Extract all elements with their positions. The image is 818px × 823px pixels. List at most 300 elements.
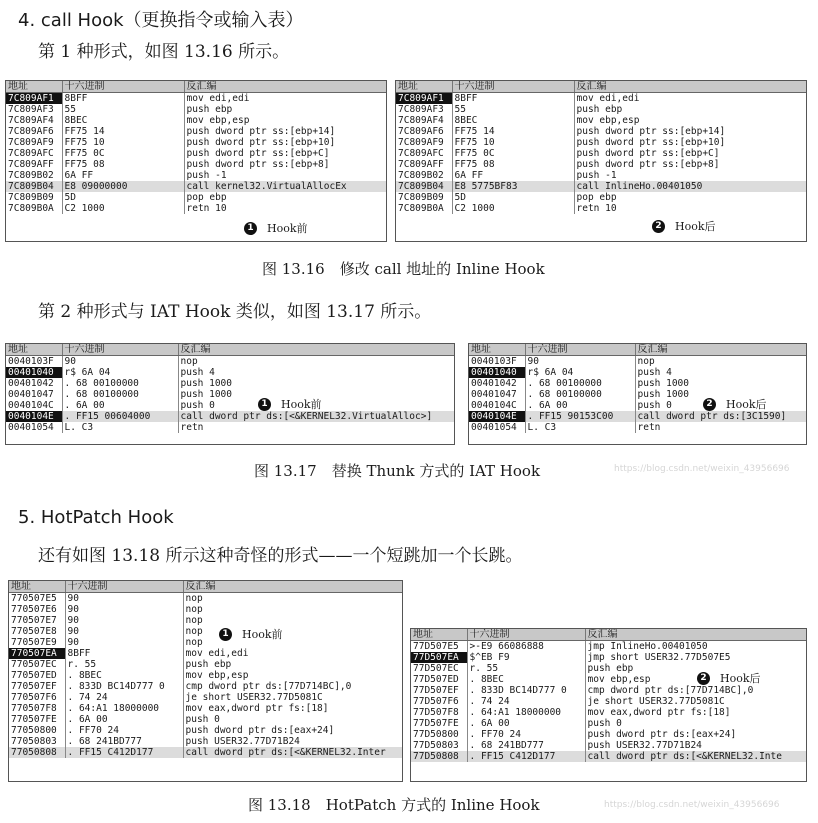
hex-cell: . 68 241BD777 xyxy=(65,736,183,747)
note-label: Hook前 xyxy=(267,222,308,235)
hex-cell: FF75 10 xyxy=(452,137,574,148)
note-label: Hook前 xyxy=(242,628,283,641)
hex-cell: . FF70 24 xyxy=(65,725,183,736)
disasm-row[interactable] xyxy=(6,93,386,105)
fig16-before-table xyxy=(6,81,386,214)
hex-cell: FF75 14 xyxy=(62,126,184,137)
hex-cell: . 8BEC xyxy=(65,670,183,681)
fig16-after-pane xyxy=(395,80,807,242)
address-cell: 00401047 xyxy=(6,389,62,400)
disasm-cell: push 1000 xyxy=(180,389,232,400)
disasm-cell: mov ebp,esp xyxy=(185,670,249,681)
hex-cell: . FF70 24 xyxy=(467,729,585,740)
disasm-row[interactable] xyxy=(469,411,806,422)
fig17-before-pane xyxy=(5,343,455,445)
disasm-cell: retn 10 xyxy=(576,203,617,214)
disasm-row[interactable] xyxy=(9,626,402,637)
disasm-row[interactable] xyxy=(6,203,386,214)
hex-cell: . 6A 00 xyxy=(65,714,183,725)
address-cell: 7C809AF4 xyxy=(396,115,452,126)
fig17-before-note xyxy=(258,396,322,412)
fig16-before-note xyxy=(244,220,308,236)
fig18-after-note xyxy=(697,670,761,686)
hex-cell: E8 5775BF83 xyxy=(452,181,574,192)
disasm-row[interactable] xyxy=(396,159,806,170)
address-cell: 7C809B02 xyxy=(6,170,62,181)
address-cell: 7C809AF6 xyxy=(396,126,452,137)
address-cell: 0040104E xyxy=(469,411,525,422)
disasm-cell: retn 10 xyxy=(186,203,227,214)
hex-cell: . FF15 C412D177 xyxy=(467,751,585,762)
address-cell: 00401040 xyxy=(6,367,62,378)
disasm-cell: mov ebp,esp xyxy=(576,115,640,126)
disasm-row[interactable] xyxy=(411,641,806,653)
address-cell: 77D507EC xyxy=(411,663,467,674)
col-addr-header: 地址 xyxy=(6,81,62,93)
address-cell: 770507E9 xyxy=(9,637,65,648)
disasm-cell: push ebp xyxy=(576,104,623,115)
address-cell: 0040103F xyxy=(6,356,62,368)
disasm-cell: push ebp xyxy=(587,663,634,674)
disasm-cell: push dword ptr ss:[ebp+14] xyxy=(186,126,336,137)
address-cell: 7C809AF9 xyxy=(396,137,452,148)
col-addr-header: 地址 xyxy=(396,81,452,93)
hex-cell: . 68 241BD777 xyxy=(467,740,585,751)
address-cell: 77D507F6 xyxy=(411,696,467,707)
fig16-before-pane xyxy=(5,80,387,242)
hex-cell: r. 55 xyxy=(65,659,183,670)
disasm-row[interactable] xyxy=(396,137,806,148)
disasm-row[interactable] xyxy=(9,725,402,736)
disasm-cell: push 1000 xyxy=(180,378,232,389)
address-cell: 7C809AF1 xyxy=(396,93,452,105)
disasm-cell: retn xyxy=(180,422,204,433)
disasm-cell: cmp dword ptr ds:[77D714BC],0 xyxy=(185,681,352,692)
fig16-after-table xyxy=(396,81,806,214)
watermark: https://blog.csdn.net/weixin_43956696 xyxy=(604,800,780,810)
disasm-row[interactable] xyxy=(6,148,386,159)
disasm-cell: push 0 xyxy=(587,718,622,729)
hex-cell: 90 xyxy=(65,593,183,605)
disasm-row[interactable] xyxy=(6,170,386,181)
col-hex-header: 十六进制 xyxy=(65,581,183,593)
address-cell: 770507F8 xyxy=(9,703,65,714)
disasm-cell: cmp dword ptr ds:[77D714BC],0 xyxy=(587,685,754,696)
circle-number-1: 1 xyxy=(258,398,271,411)
fig16-caption: 图 13.16 修改 call 地址的 Inline Hook xyxy=(262,260,545,278)
disasm-row[interactable] xyxy=(469,356,806,368)
hex-cell: C2 1000 xyxy=(62,203,184,214)
hex-cell: . 833D BC14D777 0 xyxy=(65,681,183,692)
disasm-cell: push dword ptr ss:[ebp+C] xyxy=(576,148,720,159)
address-cell: 7C809B04 xyxy=(6,181,62,192)
col-addr-header: 地址 xyxy=(469,344,525,356)
hex-cell: . 6A 00 xyxy=(62,400,178,411)
disasm-cell: push 1000 xyxy=(637,378,689,389)
hex-cell: 8BFF xyxy=(452,93,574,105)
disasm-cell: push -1 xyxy=(576,170,617,181)
disasm-cell: nop xyxy=(180,356,198,367)
disasm-cell: jmp InlineHo.00401050 xyxy=(587,641,708,652)
address-cell: 7C809AFF xyxy=(6,159,62,170)
hex-cell: . 74 24 xyxy=(467,696,585,707)
note-label: Hook后 xyxy=(675,220,716,233)
disasm-row[interactable] xyxy=(396,181,806,192)
disasm-row[interactable] xyxy=(411,685,806,696)
hex-cell: C2 1000 xyxy=(452,203,574,214)
note-label: Hook后 xyxy=(726,398,767,411)
address-cell: 77D50808 xyxy=(411,751,467,762)
hex-cell: . 8BEC xyxy=(467,674,585,685)
disasm-cell: push dword ptr ss:[ebp+8] xyxy=(576,159,720,170)
circle-number-1: 1 xyxy=(244,222,257,235)
watermark: https://blog.csdn.net/weixin_43956696 xyxy=(614,464,790,474)
disasm-cell: push dword ptr ss:[ebp+8] xyxy=(186,159,330,170)
disasm-row[interactable] xyxy=(9,648,402,659)
col-disasm-header: 反汇编 xyxy=(183,581,402,593)
hex-cell: FF75 0C xyxy=(62,148,184,159)
disasm-cell: pop ebp xyxy=(186,192,227,203)
hex-cell: E8 09000000 xyxy=(62,181,184,192)
disasm-cell: call dword ptr ds:[<&KERNEL32.VirtualAlloc>] xyxy=(178,411,454,422)
disasm-cell: call dword ptr ds:[<&KERNEL32.Inte xyxy=(585,751,806,762)
address-cell: 77D507FE xyxy=(411,718,467,729)
disasm-row[interactable] xyxy=(9,659,402,670)
form-1-paragraph: 第 1 种形式，如图 13.16 所示。 xyxy=(38,42,290,62)
col-addr-header: 地址 xyxy=(6,344,62,356)
disasm-cell: push -1 xyxy=(186,170,227,181)
address-cell: 770507E7 xyxy=(9,615,65,626)
disasm-cell: nop xyxy=(185,637,203,648)
disasm-cell: nop xyxy=(185,604,203,615)
fig17-after-pane xyxy=(468,343,807,445)
disasm-row[interactable] xyxy=(6,104,386,115)
disasm-cell: je short USER32.77D5081C xyxy=(185,692,323,703)
address-cell: 77050808 xyxy=(9,747,65,758)
col-hex-header: 十六进制 xyxy=(467,629,585,641)
address-cell: 77D507EA xyxy=(411,652,467,663)
hex-cell: 55 xyxy=(452,104,574,115)
section-4-heading: 4. call Hook（更换指令或输入表） xyxy=(18,10,304,31)
col-addr-header: 地址 xyxy=(9,581,65,593)
disasm-row[interactable] xyxy=(9,714,402,725)
disasm-cell: nop xyxy=(637,356,655,367)
address-cell: 770507FE xyxy=(9,714,65,725)
address-cell: 7C809B0A xyxy=(396,203,452,214)
disasm-row[interactable] xyxy=(396,148,806,159)
fig17-before-table xyxy=(6,344,454,433)
hex-cell: 8BFF xyxy=(65,648,183,659)
disasm-row[interactable] xyxy=(9,615,402,626)
address-cell: 7C809AF3 xyxy=(396,104,452,115)
disasm-cell: mov edi,edi xyxy=(186,93,250,104)
disasm-cell: push dword ptr ds:[eax+24] xyxy=(185,725,335,736)
address-cell: 7C809AFC xyxy=(396,148,452,159)
hex-cell: 8BFF xyxy=(62,93,184,105)
disasm-row[interactable] xyxy=(411,718,806,729)
disasm-row[interactable] xyxy=(6,126,386,137)
hex-cell: . 64:A1 18000000 xyxy=(467,707,585,718)
disasm-cell: jmp short USER32.77D507E5 xyxy=(587,652,731,663)
disasm-cell: mov ebp,esp xyxy=(186,115,250,126)
hex-cell: 8BEC xyxy=(62,115,184,126)
disasm-row[interactable] xyxy=(9,736,402,747)
hex-cell: 90 xyxy=(525,356,635,368)
address-cell: 77D507ED xyxy=(411,674,467,685)
disasm-cell: mov edi,edi xyxy=(576,93,640,104)
hex-cell: FF75 08 xyxy=(452,159,574,170)
hex-cell: . 68 00100000 xyxy=(525,378,635,389)
disasm-cell: call dword ptr ds:[3C1590] xyxy=(635,411,806,422)
disasm-cell: push dword ptr ss:[ebp+C] xyxy=(186,148,330,159)
hex-cell: . 74 24 xyxy=(65,692,183,703)
hex-cell: 90 xyxy=(62,356,178,368)
hex-cell: FF75 08 xyxy=(62,159,184,170)
hex-cell: FF75 10 xyxy=(62,137,184,148)
fig18-after-pane xyxy=(410,628,807,782)
col-hex-header: 十六进制 xyxy=(62,81,184,93)
disasm-cell: push dword ptr ss:[ebp+10] xyxy=(576,137,726,148)
hex-cell: 90 xyxy=(65,637,183,648)
disasm-cell: push ebp xyxy=(186,104,233,115)
disasm-cell: push 0 xyxy=(637,400,672,411)
disasm-row[interactable] xyxy=(6,192,386,203)
address-cell: 7C809AFF xyxy=(396,159,452,170)
circle-number-2: 2 xyxy=(697,672,710,685)
disasm-row[interactable] xyxy=(9,637,402,648)
hex-cell: . 64:A1 18000000 xyxy=(65,703,183,714)
address-cell: 00401042 xyxy=(6,378,62,389)
fig18-before-pane xyxy=(8,580,403,782)
hex-cell: . 6A 00 xyxy=(525,400,635,411)
address-cell: 770507EC xyxy=(9,659,65,670)
col-disasm-header: 反汇编 xyxy=(585,629,806,641)
hex-cell: 90 xyxy=(65,626,183,637)
disasm-row[interactable] xyxy=(411,729,806,740)
address-cell: 77D507F8 xyxy=(411,707,467,718)
address-cell: 00401040 xyxy=(469,367,525,378)
disasm-row[interactable] xyxy=(469,422,806,433)
address-cell: 77D50803 xyxy=(411,740,467,751)
disasm-cell: mov edi,edi xyxy=(185,648,249,659)
address-cell: 7C809AF1 xyxy=(6,93,62,105)
disasm-row[interactable] xyxy=(6,137,386,148)
disasm-row[interactable] xyxy=(6,422,454,433)
section-5-heading: 5. HotPatch Hook xyxy=(18,507,174,528)
disasm-row[interactable] xyxy=(411,696,806,707)
col-disasm-header: 反汇编 xyxy=(184,81,386,93)
hex-cell: . 68 00100000 xyxy=(62,378,178,389)
col-disasm-header: 反汇编 xyxy=(178,344,454,356)
hex-cell: 90 xyxy=(65,604,183,615)
fig18-before-note xyxy=(219,626,283,642)
address-cell: 770507E8 xyxy=(9,626,65,637)
hex-cell: r. 55 xyxy=(467,663,585,674)
disasm-row[interactable] xyxy=(396,170,806,181)
disasm-cell: push USER32.77D71B24 xyxy=(587,740,702,751)
hex-cell: . FF15 00604000 xyxy=(62,411,178,422)
disasm-cell: push ebp xyxy=(185,659,232,670)
address-cell: 77050803 xyxy=(9,736,65,747)
address-cell: 7C809AF9 xyxy=(6,137,62,148)
hex-cell: . 833D BC14D777 0 xyxy=(467,685,585,696)
address-cell: 00401047 xyxy=(469,389,525,400)
hex-cell: . 68 00100000 xyxy=(62,389,178,400)
col-hex-header: 十六进制 xyxy=(525,344,635,356)
disasm-row[interactable] xyxy=(6,115,386,126)
address-cell: 770507E5 xyxy=(9,593,65,605)
disasm-row[interactable] xyxy=(411,751,806,762)
disasm-cell: push USER32.77D71B24 xyxy=(185,736,300,747)
hex-cell: 6A FF xyxy=(62,170,184,181)
address-cell: 770507EA xyxy=(9,648,65,659)
disasm-cell: push dword ptr ds:[eax+24] xyxy=(587,729,737,740)
fig18-before-table xyxy=(9,581,402,758)
address-cell: 77D507E5 xyxy=(411,641,467,653)
address-cell: 7C809B02 xyxy=(396,170,452,181)
hex-cell: . 68 00100000 xyxy=(525,389,635,400)
disasm-cell: push 4 xyxy=(637,367,672,378)
disasm-row[interactable] xyxy=(411,740,806,751)
circle-number-2: 2 xyxy=(652,220,665,233)
disasm-cell: push dword ptr ss:[ebp+10] xyxy=(186,137,336,148)
address-cell: 0040103F xyxy=(469,356,525,368)
address-cell: 7C809AF4 xyxy=(6,115,62,126)
disasm-row[interactable] xyxy=(396,115,806,126)
disasm-cell: pop ebp xyxy=(576,192,617,203)
address-cell: 0040104C xyxy=(469,400,525,411)
note-label: Hook后 xyxy=(720,672,761,685)
hotpatch-paragraph: 还有如图 13.18 所示这种奇怪的形式——一个短跳加一个长跳。 xyxy=(38,546,523,566)
hex-cell: . 6A 00 xyxy=(467,718,585,729)
disasm-cell: push 1000 xyxy=(637,389,689,400)
hex-cell: . FF15 C412D177 xyxy=(65,747,183,758)
disasm-row[interactable] xyxy=(6,356,454,368)
fig17-after-table xyxy=(469,344,806,433)
note-label: Hook前 xyxy=(281,398,322,411)
fig17-caption: 图 13.17 替换 Thunk 方式的 IAT Hook xyxy=(254,462,541,480)
disasm-row[interactable] xyxy=(411,707,806,718)
disasm-row[interactable] xyxy=(411,652,806,663)
disasm-cell: nop xyxy=(185,615,203,626)
disasm-row[interactable] xyxy=(396,126,806,137)
disasm-cell: nop xyxy=(185,626,203,637)
hex-cell: FF75 0C xyxy=(452,148,574,159)
address-cell: 77D50800 xyxy=(411,729,467,740)
address-cell: 7C809B0A xyxy=(6,203,62,214)
hex-cell: L. C3 xyxy=(62,422,178,433)
address-cell: 00401054 xyxy=(469,422,525,433)
hex-cell: 5D xyxy=(452,192,574,203)
disasm-row[interactable] xyxy=(396,203,806,214)
disasm-row[interactable] xyxy=(9,692,402,703)
disasm-cell: mov eax,dword ptr fs:[18] xyxy=(587,707,731,718)
hex-cell: >-E9 66086888 xyxy=(467,641,585,653)
col-addr-header: 地址 xyxy=(411,629,467,641)
circle-number-2: 2 xyxy=(703,398,716,411)
address-cell: 7C809B09 xyxy=(396,192,452,203)
disasm-row[interactable] xyxy=(6,367,454,378)
fig18-after-table xyxy=(411,629,806,762)
address-cell: 770507F6 xyxy=(9,692,65,703)
disasm-row[interactable] xyxy=(6,389,454,400)
disasm-cell: nop xyxy=(185,593,203,604)
disasm-row[interactable] xyxy=(396,104,806,115)
disasm-row[interactable] xyxy=(6,378,454,389)
col-hex-header: 十六进制 xyxy=(452,81,574,93)
hex-cell: 90 xyxy=(65,615,183,626)
hex-cell: 6A FF xyxy=(452,170,574,181)
disasm-cell: mov ebp,esp xyxy=(587,674,651,685)
disasm-row[interactable] xyxy=(9,593,402,605)
hex-cell: L. C3 xyxy=(525,422,635,433)
disasm-row[interactable] xyxy=(9,747,402,758)
disasm-row[interactable] xyxy=(6,400,454,411)
disasm-cell: call InlineHo.00401050 xyxy=(574,181,806,192)
fig18-caption: 图 13.18 HotPatch 方式的 Inline Hook xyxy=(248,796,540,814)
address-cell: 770507EF xyxy=(9,681,65,692)
address-cell: 7C809AF6 xyxy=(6,126,62,137)
circle-number-1: 1 xyxy=(219,628,232,641)
address-cell: 7C809AF3 xyxy=(6,104,62,115)
address-cell: 77D507EF xyxy=(411,685,467,696)
hex-cell: $^EB F9 xyxy=(467,652,585,663)
disasm-row[interactable] xyxy=(9,703,402,714)
address-cell: 00401054 xyxy=(6,422,62,433)
disasm-row[interactable] xyxy=(9,681,402,692)
disasm-row[interactable] xyxy=(396,192,806,203)
hex-cell: r$ 6A 04 xyxy=(62,367,178,378)
hex-cell: 55 xyxy=(62,104,184,115)
address-cell: 7C809AFC xyxy=(6,148,62,159)
disasm-row[interactable] xyxy=(9,670,402,681)
hex-cell: 5D xyxy=(62,192,184,203)
disasm-row[interactable] xyxy=(6,411,454,422)
hex-cell: FF75 14 xyxy=(452,126,574,137)
form-2-paragraph: 第 2 种形式与 IAT Hook 类似，如图 13.17 所示。 xyxy=(38,302,432,322)
disasm-row[interactable] xyxy=(9,604,402,615)
hex-cell: . FF15 90153C00 xyxy=(525,411,635,422)
disasm-row[interactable] xyxy=(469,367,806,378)
address-cell: 7C809B04 xyxy=(396,181,452,192)
disasm-row[interactable] xyxy=(6,159,386,170)
disasm-cell: push 0 xyxy=(185,714,220,725)
disasm-cell: push 0 xyxy=(180,400,215,411)
col-disasm-header: 反汇编 xyxy=(574,81,806,93)
fig16-after-note xyxy=(652,218,716,234)
fig17-after-note xyxy=(703,396,767,412)
hex-cell: r$ 6A 04 xyxy=(525,367,635,378)
col-disasm-header: 反汇编 xyxy=(635,344,806,356)
address-cell: 7C809B09 xyxy=(6,192,62,203)
disasm-cell: je short USER32.77D5081C xyxy=(587,696,725,707)
disasm-cell: mov eax,dword ptr fs:[18] xyxy=(185,703,329,714)
disasm-row[interactable] xyxy=(6,181,386,192)
disasm-cell: push 4 xyxy=(180,367,215,378)
address-cell: 77050800 xyxy=(9,725,65,736)
disasm-cell: call kernel32.VirtualAllocEx xyxy=(184,181,386,192)
disasm-row[interactable] xyxy=(469,378,806,389)
disasm-cell: retn xyxy=(637,422,661,433)
hex-cell: 8BEC xyxy=(452,115,574,126)
disasm-cell: call dword ptr ds:[<&KERNEL32.Inter xyxy=(183,747,402,758)
col-hex-header: 十六进制 xyxy=(62,344,178,356)
disasm-cell: push dword ptr ss:[ebp+14] xyxy=(576,126,726,137)
disasm-row[interactable] xyxy=(396,93,806,105)
address-cell: 0040104E xyxy=(6,411,62,422)
address-cell: 770507ED xyxy=(9,670,65,681)
address-cell: 770507E6 xyxy=(9,604,65,615)
